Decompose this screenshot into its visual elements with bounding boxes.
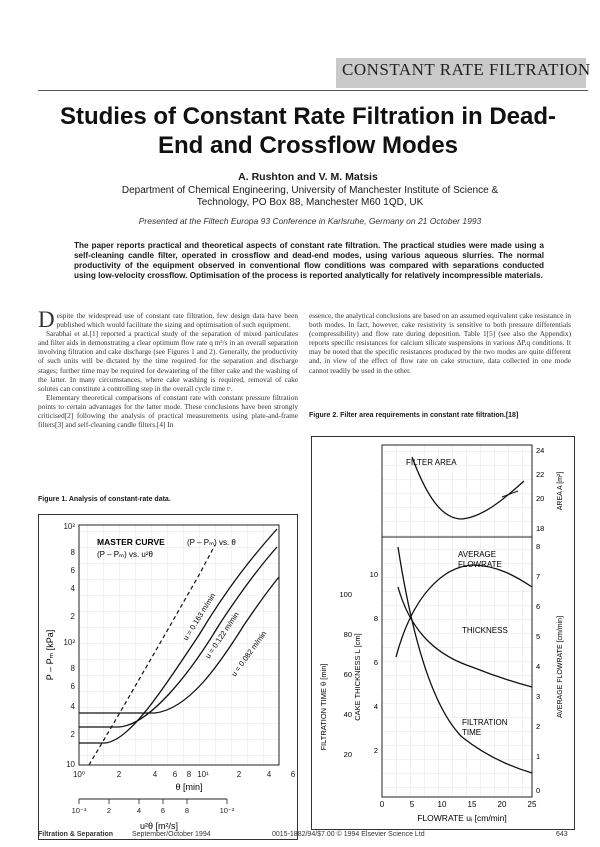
figure-2-caption: Figure 2. Filter area requirements in constant rate filtration.[18] xyxy=(309,412,519,419)
paragraph-2: Sarabhai et al.[1] reported a practical study of the separation of mixed particulates and filter aids in demonstrating a clear optimum flow rate q m³/s in an overall separation involving filtration and cake discharge (see Figures 1 and 2). Generally, the productivity of such units will be dictated by the time required for the separation and discharge stages; further time may be required for dewatering of the filter cake and the washing of the latter. In many circumstances, where cake washing is required, removal of cake solutes can constitute a controlling step in the overall cycle time tᶜ. xyxy=(38,329,298,393)
y-tick: 6 xyxy=(70,682,75,691)
area-tick: 18 xyxy=(536,524,545,533)
label-filtration-time-2: TIME xyxy=(462,728,482,737)
pp-theta-label: (P – Pₘ) vs. θ xyxy=(187,538,236,547)
flow-tick: 4 xyxy=(536,662,541,671)
y-tick: 4 xyxy=(70,702,75,711)
y-tick: 8 xyxy=(70,548,75,557)
y-tick: 10² xyxy=(63,638,75,647)
header-rule xyxy=(38,90,588,91)
presented-note: Presented at the Filtech Europa 93 Conference in Karlsruhe, Germany on 21 October 1993 xyxy=(138,216,482,226)
flow-tick: 7 xyxy=(536,572,541,581)
label-avg-flow-2: FLOWRATE xyxy=(458,560,502,569)
x-tick: 0 xyxy=(379,800,385,809)
time-tick: 80 xyxy=(343,630,352,639)
curve-label-0082: u = 0.082 m/min xyxy=(229,629,269,679)
flow-tick: 2 xyxy=(536,722,541,731)
x-tick: 5 xyxy=(409,800,415,809)
flow-tick: 3 xyxy=(536,692,541,701)
x-tick: 20 xyxy=(497,800,507,809)
x-tick: 4 xyxy=(152,770,158,779)
x-tick: 4 xyxy=(266,770,272,779)
drop-cap: D xyxy=(38,307,55,332)
x-tick: 10 xyxy=(437,800,447,809)
x2-tick: 4 xyxy=(136,806,142,815)
area-tick: 20 xyxy=(536,494,545,503)
thick-tick: 8 xyxy=(373,614,378,623)
x2-tick: 10⁻³ xyxy=(71,806,87,815)
area-tick: 24 xyxy=(536,446,545,455)
x2-tick: 8 xyxy=(184,806,190,815)
time-tick: 20 xyxy=(343,750,352,759)
footer-issue: September/October 1994 xyxy=(132,831,211,838)
thick-tick: 4 xyxy=(373,702,378,711)
area-tick: 22 xyxy=(536,470,545,479)
y-axis-label: P – Pₘ [kPa] xyxy=(45,629,55,681)
x-tick: 6 xyxy=(172,770,178,779)
article-title: Studies of Constant Rate Filtration in Dead-End and Crossflow Modes xyxy=(59,103,557,159)
master-curve-sub: (P – Pₘ) vs. u²θ xyxy=(97,550,153,559)
authors: A. Rushton and V. M. Matsis xyxy=(238,171,378,183)
x-tick: 10⁰ xyxy=(72,770,86,779)
y-tick: 8 xyxy=(70,664,75,673)
footer-journal: Filtration & Separation xyxy=(38,831,114,838)
x-tick: 2 xyxy=(116,770,122,779)
y-label-area: AREA A [m²] xyxy=(557,471,564,511)
x2-tick: 10⁻² xyxy=(219,806,235,815)
y-tick: 2 xyxy=(70,612,75,621)
master-curve-label: MASTER CURVE xyxy=(97,537,165,547)
figure-1-caption: Figure 1. Analysis of constant-rate data. xyxy=(38,496,171,503)
curve-label-0163: u = 0.163 m/min xyxy=(181,591,218,643)
x2-tick: 2 xyxy=(106,806,112,815)
header-banner-text: CONSTANT RATE FILTRATION xyxy=(342,60,591,79)
paragraph-3: Elementary theoretical comparisons of constant rate with constant pressure filtration points to certain advantages for the latter mode. These conclusions have been strongly criticised[2] following the analysis of practical measurements using plate-and-frame filters[3] and self-cleaning candle filters.[4] In xyxy=(38,392,298,430)
label-filtration-time-1: FILTRATION xyxy=(462,718,508,727)
y-tick: 4 xyxy=(70,584,75,593)
body-column-left xyxy=(38,307,298,430)
flow-tick: 5 xyxy=(536,632,541,641)
figure-2-plot xyxy=(312,437,574,829)
x-tick: 10¹ xyxy=(197,770,209,779)
affiliation: Department of Chemical Engineering, University of Manchester Institute of Science & Technology, PO Box 88, Manchester M60 1QD, UK xyxy=(121,185,499,208)
abstract: The paper reports practical and theoretical aspects of constant rate filtration. The practical studies were made using a self-cleaning candle filter, operated in crossflow and dead-end modes, using various aqueous slurries. The normal productivity of the equipment observed in conventional flow conditions was compared with separations conducted using low-velocity crossflow. Optimisation of the process is reported analytically for relatively incompressible materials. xyxy=(74,241,544,280)
figure-1-plot xyxy=(39,515,297,839)
footer-page: 643 xyxy=(556,831,568,838)
y-tick: 10² xyxy=(63,522,75,531)
main-panel xyxy=(382,537,532,797)
x2-tick: 6 xyxy=(160,806,166,815)
flow-tick: 6 xyxy=(536,602,541,611)
footer-code: 0015-1882/94/$7.00 © 1994 Elsevier Science Ltd xyxy=(272,831,425,838)
y-label-thickness: CAKE THICKNESS L [cm] xyxy=(353,633,362,721)
thick-tick: 10 xyxy=(369,570,378,579)
time-tick: 60 xyxy=(343,670,352,679)
x-axis-label: FLOWRATE uᵢ [cm/min] xyxy=(417,813,507,823)
x-tick: 15 xyxy=(467,800,477,809)
body-column-right xyxy=(309,311,571,375)
y-tick: 2 xyxy=(70,730,75,739)
y-tick: 10 xyxy=(66,760,75,769)
x-tick: 8 xyxy=(186,770,192,779)
label-filter-area: FILTER AREA xyxy=(406,458,457,467)
flow-tick: 8 xyxy=(536,542,541,551)
figure-1 xyxy=(38,514,298,840)
y-tick: 6 xyxy=(70,566,75,575)
flow-tick: 1 xyxy=(536,752,541,761)
x2-axis-label: u²θ [m²/s] xyxy=(139,821,179,831)
x-tick: 2 xyxy=(236,770,242,779)
x-tick: 6 xyxy=(290,770,296,779)
y-label-flow: AVERAGE FLOWRATE [cm/min] xyxy=(557,615,564,719)
x-axis-label: θ [min] xyxy=(175,782,203,792)
label-avg-flow-1: AVERAGE xyxy=(458,550,497,559)
time-tick: 40 xyxy=(343,710,352,719)
paragraph-4: essence, the analytical conclusions are based on an assumed equivalent cake resistance in both modes. In fact, however, cake resistivity is sensitive to both pressure differentials (compressibility) and flow rate during deposition. Table 1[5] (see also the Appendix) reports specific resistances for calcium silicate suspensions in various ΔP,q conditions. It may be noted that the specific resistances produced by the two modes are quite different and, in view of the effect of flow rate on cake structure, data collected in one mode cannot readily be used in the other. xyxy=(309,311,571,375)
figure-2 xyxy=(311,436,575,830)
thick-tick: 2 xyxy=(373,746,378,755)
area-panel xyxy=(382,445,532,537)
label-thickness: THICKNESS xyxy=(462,626,508,635)
curve-label-0122: u = 0.122 m/min xyxy=(203,610,241,661)
thick-tick: 6 xyxy=(373,658,378,667)
y-label-time: FILTRATION TIME θ [min] xyxy=(319,663,328,751)
paragraph-1: espite the widespread use of constant rate filtration, few design data have been published which would facilitate the sizing and optimisation of such equipment. xyxy=(56,311,298,330)
x-tick: 25 xyxy=(527,800,537,809)
flow-tick: 0 xyxy=(536,786,541,795)
time-tick: 100 xyxy=(339,590,352,599)
